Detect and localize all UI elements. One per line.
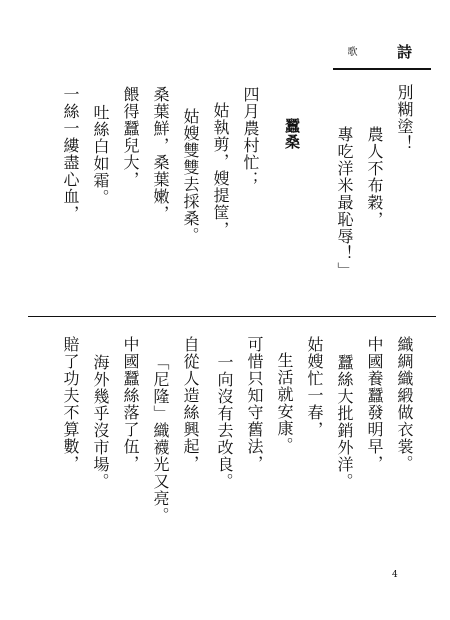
poem-line: 中國蠶絲落了伍，	[121, 336, 140, 472]
poem-line: 四月農村忙；	[241, 86, 260, 188]
header-title: 詩	[395, 44, 413, 61]
poem-line: 農人不布穀，	[365, 126, 384, 228]
poem-line: 「尼隆」織襪光又亮。	[151, 354, 170, 524]
poem-line: 賠了功夫不算數，	[61, 336, 80, 472]
poem-line: 姑嫂忙一春，	[305, 336, 324, 438]
poem-line: 一絲一縷盡心血，	[61, 86, 80, 222]
poem-title: 蠶桑	[283, 118, 301, 150]
poem-line: 可惜只知守舊法，	[245, 336, 264, 472]
poem-line: 生活就安康。	[275, 352, 294, 454]
poem-line: 自從人造絲興起，	[181, 336, 200, 472]
poem-line: 中國養蠶發明早，	[365, 336, 384, 472]
poem-line: 姑嫂雙雙去採桑。	[181, 108, 200, 244]
poem-line: 蠶絲大批銷外洋。	[335, 354, 354, 490]
running-header	[335, 46, 425, 68]
poem-line: 姑執剪，嫂提筐，	[211, 102, 230, 238]
poem-line: 織綢織緞做衣裳。	[395, 336, 414, 472]
poem-line: 海外幾乎沒市場。	[91, 354, 110, 490]
poem-line: 別糊塗！	[395, 84, 414, 152]
page-number: 4	[392, 570, 398, 580]
section-divider	[28, 316, 436, 317]
poem-line: 吐絲白如霜。	[91, 104, 110, 206]
poem-line: 專吃洋米最恥辱！」	[335, 126, 354, 279]
poem-line: 一向沒有去改良。	[215, 354, 234, 490]
poem-line: 桑葉鮮，桑葉嫩，	[151, 86, 170, 222]
header-small-text: 歌	[345, 46, 356, 58]
poem-line: 餵得蠶兒大，	[121, 86, 140, 188]
header-rule	[333, 68, 431, 70]
